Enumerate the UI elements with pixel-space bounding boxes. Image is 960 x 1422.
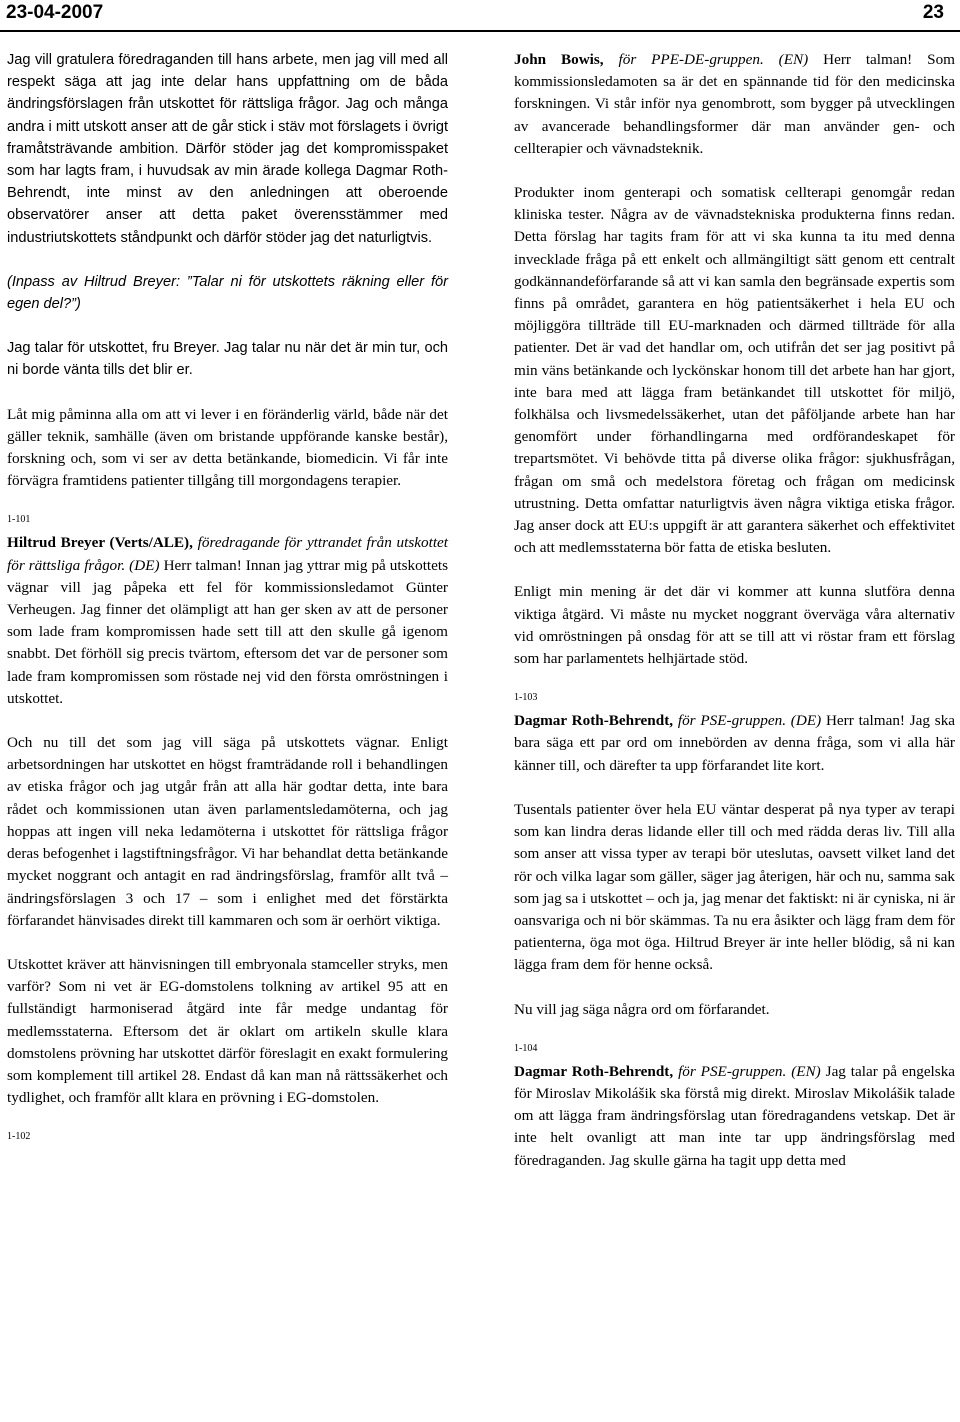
paragraph: Låt mig påminna alla om att vi lever i en föränderlig värld, både när det gäller teknik, samhälle (även om bristande uppförande kanske består), forskning och, som vi ser av detta betänkande, biomedicin. Vi får inte förvägra framtidens patienter tillgång till morgondagens terapier.: [7, 405, 448, 490]
speech-language: (DE): [129, 556, 160, 574]
left-column: [7, 49, 448, 1149]
speech-reference: 1-103: [514, 692, 538, 704]
speaker-role: för PPE-DE-gruppen.: [618, 51, 764, 68]
speech-john-bowis: [514, 49, 955, 160]
speech-reference: 1-102: [7, 1131, 31, 1143]
speech-dagmar-roth-behrendt: [514, 710, 955, 777]
header-page-number: 23: [922, 2, 944, 23]
paragraph: Och nu till det som jag vill säga på utskottets vägnar. Enligt arbetsordningen har utskottet en högst framträdande roll i behandlingen av etiska frågor och jag utgår från att alla här godtar detta, inte bara rådet och kommissionen utan även parlamentsledamöterna, och jag hoppas att ingen vill neka ledamöterna i utskottet för rättsliga frågor deras befogenhet i lagstiftningsfrågor. Vi har behandlat detta betänkande mycket noggrant och antagit en rad ändringsförslag, framför allt två – ändringsförslagen 3 och 17 – som i enlighet med det förstärkta förfarandet hänvisades direkt till kammaren och som är oerhört viktiga.: [7, 734, 448, 929]
paragraph: Enligt min mening är det där vi kommer att kunna slutföra denna viktiga åtgärd. Vi måste nu mycket noggrant överväga våra alternativ vid omröstningen på onsdag för att se till att vi röstar fram ett förslag som har parlamentets helhjärtade stöd.: [514, 583, 955, 668]
speech-language: (DE): [790, 712, 822, 730]
speech-hiltrud-breyer: [7, 532, 448, 710]
speech-reference: 1-101: [7, 514, 31, 526]
page-header: [0, 0, 960, 26]
speaker-role: föredragande för yttrandet från utskottet för rättsliga frågor.: [7, 534, 449, 574]
speaker-name: Hiltrud Breyer (Verts/ALE),: [7, 534, 193, 552]
speech-text: Jag talar på engelska för Miroslav Mikolášik ska förstå mig direkt. Miroslav Mikolášik talade om att lägga fram ändringsförslag utan föredragandens vetskap. Det är inte helt ovanligt att man inte tar upp ändringsförslag med föredraganden. Jag skulle gärna ha tagit upp detta med: [514, 1062, 956, 1169]
paragraph: Utskottet kräver att hänvisningen till embryonala stamceller stryks, men varför? Som ni vet är EG-domstolens tolkning av artikel 95 att en fullständigt harmoniserad åtgärd inte får medge undantag för medlemsstaterna. Eftersom det är oklart om artikeln skulle klara domstolens prövning har utskottet därför föreslagit en exakt formulering som komplement till artikel 28. Endast då kan man nå rättssäkerhet och tydlighet, och framför allt klara en prövning i EG-domstolen.: [7, 955, 448, 1107]
speaker-name: John Bowis,: [514, 51, 604, 68]
right-column: [514, 49, 955, 1194]
speaker-name: Dagmar Roth-Behrendt,: [514, 712, 674, 730]
speech-text: Herr talman! Jag ska bara säga ett par ord om innebörden av denna fråga, som vi alla här känner till, och därefter ta upp förfarandet lite kort.: [514, 712, 956, 774]
speaker-name: Dagmar Roth-Behrendt,: [514, 1062, 674, 1080]
header-divider: [0, 30, 960, 32]
speech-text: Herr talman! Som kommissionsledamoten sa är det en spännande tid för den medicinska forskningen. Vi står inför nya genombrott, som bygger på utvecklingen av avancerade behandlingsformer där man använder gen- och cellterapier och vävnadsteknik.: [514, 51, 955, 157]
paragraph: Nu vill jag säga några ord om förfarandet.: [514, 1000, 770, 1018]
paragraph: Tusentals patienter över hela EU väntar desperat på nya typer av terapi som kan lindra deras lidande eller till och med rädda deras liv. Till alla som anser att vissa typer av terapi bör uteslutas, oavsett vilket land det rör och vilka lagar som gäller, säger jag återigen, här och nu, samma sak som jag sa i utskottet – och ja, jag menar det faktiskt: ni är cyniska, ni är oansvariga och ni bör skämmas. Ta nu era åsikter och lägg fram dem för patienterna, öga mot öga. Hiltrud Breyer är inte heller blödig, så ni kan lägga fram dem för henne också.: [514, 800, 955, 974]
paragraph: Produkter inom genterapi och somatisk cellterapi genomgår redan kliniska tester. Några av de vävnadstekniska produkterna finns redan. Detta förslag har tagits fram för att vi ska kunna ta itu med denna invecklade fråga på ett enkelt och allmängiltigt sätt genom ett centralt godkännandeförfarande så att vi kan samla den begränsade expertis som finns på området, garantera en hög patientsäkerhet i hela EU och möjliggöra tillträde till EU-marknaden och därmed tillträde för alla patienter. Det är vad det handlar om, och utifrån det ser jag positivt på min väns betänkande och lyckönskar honom till det arbete han har gjort, inte bara med att lägga fram betänkandet till utskottet för miljö, folkhälsa och livsmedelssäkerhet, utan det påföljande arbete han har genomfört under förhandlingarna med ordförandeskapet för trepartsmötet. Vi behövde titta på diverse olika frågor: sjukhusfrågan, frågan om små och medelstora företag och frågan om medicinsk utrustning. Detta omfattar naturligtvis även några viktiga etiska frågor. Jag anser dock att EU:s uppgift är att garantera säkerhet och effektivitet och att medlemsstaterna bör fatta de etiska besluten.: [514, 184, 955, 557]
speech-language: (EN): [778, 51, 809, 68]
speech-dagmar-roth-behrendt-2: [514, 1061, 955, 1172]
paragraph: Jag vill gratulera föredraganden till hans arbete, men jag vill med all respekt säga att jag inte delar hans uppfattning om de båda ändringsförslagen från utskottet för rättsliga frågor. Jag och många andra i mitt utskott anser att de går stick i stäv mot förslagets i övrigt framåtsträvande ambition. Därför stöder jag det kompromisspaket som har lagts fram, i huvudsak av min ärade kollega Dagmar Roth-Behrendt, inte minst av den anledningen att oberoende observatörer anser att detta paket överensstämmer med industriutskottets ståndpunkt och därför stöder jag det naturligtvis.: [7, 52, 448, 246]
speech-language: (EN): [791, 1062, 821, 1080]
speech-text: Herr talman! Innan jag yttrar mig på utskottets vägnar vill jag påpeka ett fel för kommissionsledamot Günter Verheugen. Jag finner det olämpligt att han ger sken av att de personer som lade fram kompromissen hade sett till att den skulle gå igenom snabbt. Det förhöll sig precis tvärtom, eftersom det var de personer som lade fram kompromissen som röstade nej vid den första omröstningen i utskottet.: [7, 556, 449, 707]
header-date: 23-04-2007: [6, 2, 104, 23]
speaker-role: för PSE-gruppen.: [678, 1062, 787, 1080]
speaker-role: för PSE-gruppen.: [677, 712, 786, 730]
paragraph: Jag talar för utskottet, fru Breyer. Jag talar nu när det är min tur, och ni borde vänta tills det blir er.: [7, 340, 448, 379]
speech-reference: 1-104: [514, 1042, 538, 1054]
interjection: (Inpass av Hiltrud Breyer: ”Talar ni för utskottets räkning eller för egen del?”): [7, 273, 448, 313]
